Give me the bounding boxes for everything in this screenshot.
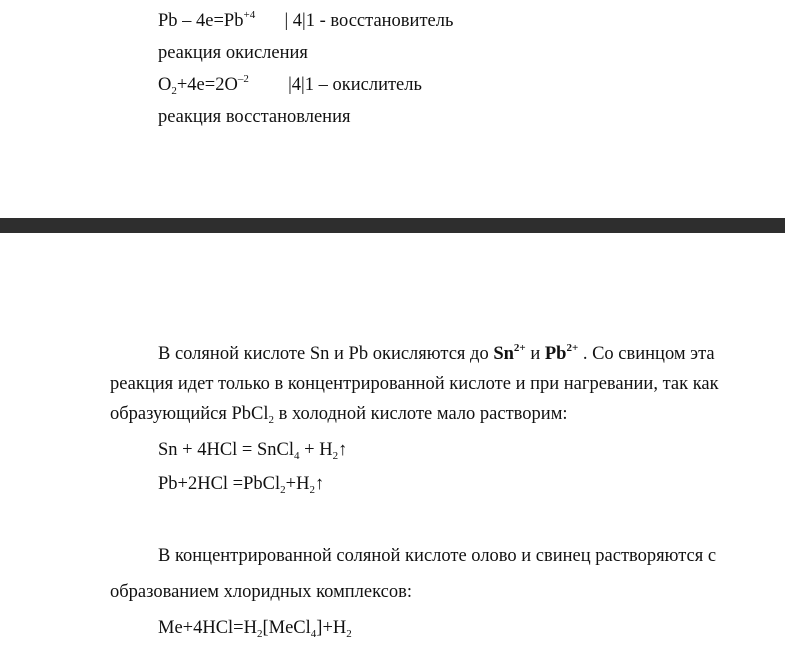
superscript: –2 [237, 73, 249, 85]
equation-text: Pb+2HCl =PbCl [158, 474, 281, 494]
equation-complex-formation [158, 617, 352, 639]
lead-ion: Pb [544, 344, 567, 364]
equation-text: + H [299, 440, 333, 460]
subscript: 2 [280, 484, 286, 496]
equation-text: +H [285, 474, 310, 494]
paragraph-2-line-2: образованием хлоридных комплексов: [110, 582, 412, 602]
equation-text: ]+H [316, 618, 347, 638]
subscript: 2 [332, 450, 339, 462]
superscript: 2+ [513, 342, 526, 354]
page-bottom [0, 233, 785, 652]
subscript: 4 [310, 628, 317, 640]
subscript: 2 [171, 85, 177, 97]
paragraph-1-line-1 [158, 343, 715, 365]
paragraph-1-line-2: реакция идет только в концентрированной кислоте и при нагревании, так как [110, 374, 719, 394]
superscript: 2+ [566, 342, 579, 354]
equation-pb-hcl [158, 473, 324, 495]
page-top [0, 0, 785, 218]
equation-text: O [158, 75, 172, 95]
equation-text: [MeCl [262, 618, 311, 638]
paragraph-1-line-3 [110, 403, 568, 425]
page-divider [0, 218, 785, 233]
equation-text: Sn + 4HCl = SnCl [158, 440, 295, 460]
equation-sn-hcl [158, 439, 347, 461]
text: В соляной кислоте Sn и Pb окисляются до [158, 344, 494, 364]
subscript: 2 [346, 628, 352, 640]
subscript: 4 [294, 450, 300, 462]
text: образующийся PbCl [110, 404, 269, 424]
subscript: 2 [256, 628, 263, 640]
equation-text: +4e=2O [176, 75, 238, 95]
paragraph-2-line-1: В концентрированной соляной кислоте олово и свинец растворяются с [158, 546, 717, 566]
tin-ion: Sn [493, 344, 514, 364]
equation-text: Pb – 4e=Pb [158, 11, 244, 31]
gas-arrow-icon: ↑ [314, 474, 325, 494]
subscript: 2 [309, 484, 315, 496]
reduction-label: реакция восстановления [158, 107, 351, 127]
text: в холодной кислоте мало растворим: [274, 404, 568, 424]
superscript: +4 [243, 9, 256, 21]
oxidation-half-equation [158, 10, 453, 32]
oxidizer-note: |4|1 – окислитель [288, 75, 422, 95]
text: . Со свинцом эта [578, 344, 715, 364]
text: и [525, 344, 545, 364]
oxidation-label: реакция окисления [158, 43, 308, 63]
reducer-note: | 4|1 - восстановитель [284, 11, 454, 31]
equation-text: Me+4HCl=H [158, 618, 257, 638]
subscript: 2 [268, 414, 275, 426]
reduction-half-equation [158, 74, 422, 96]
gas-arrow-icon: ↑ [338, 440, 348, 460]
